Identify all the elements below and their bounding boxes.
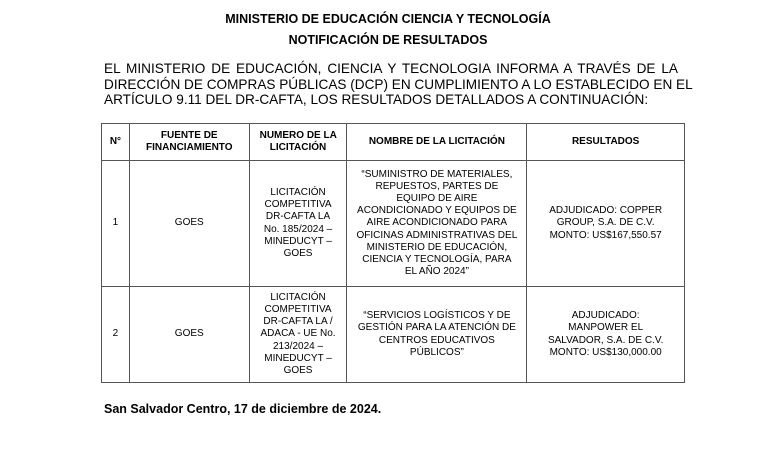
cell-numero-line: DR-CAFTA LA / — [263, 316, 333, 328]
cell-nombre-line: EQUIPO DE AIRE — [396, 192, 478, 204]
document-subtitle: NOTIFICACIÓN DE RESULTADOS — [288, 33, 488, 47]
cell-nombre-line: REPUESTOS, PARTES DE — [375, 180, 499, 192]
cell-nombre-line: “SUMINISTRO DE MATERIALES, — [361, 168, 513, 180]
cell-numero-line: LICITACIÓN — [270, 291, 326, 303]
cell-nombre-line: ACONDICIONADO Y EQUIPOS DE — [357, 205, 517, 217]
cell-resultados-line: GROUP, S.A. DE C.V. — [556, 217, 655, 229]
cell-numero-line: MINEDUCYT – — [264, 235, 332, 247]
cell-numero-line: DR-CAFTA LA — [265, 211, 331, 223]
cell-numero-line: ADACA - UE No. — [260, 328, 336, 340]
cell-resultados-line: MONTO: US$167,550.57 — [549, 229, 662, 241]
cell-nombre-line: AIRE ACONDICIONADO PARA — [366, 217, 508, 229]
cell-resultados — [527, 161, 685, 287]
cell-nombre-line: GESTIÓN PARA LA ATENCIÓN DE — [357, 322, 516, 334]
intro-line: ARTÍCULO 9.11 DEL DR-CAFTA, LOS RESULTADOS DETALLADOS A CONTINUACIÓN: — [104, 92, 649, 107]
header-fuente — [129, 124, 249, 161]
cell-nombre-line: PÚBLICOS” — [409, 346, 464, 358]
cell-nombre-line: CENTROS EDUCATIVOS — [378, 334, 495, 346]
cell-resultados-line: ADJUDICADO: — [571, 310, 640, 322]
header-fuente-line: FINANCIAMIENTO — [146, 142, 233, 153]
place-date: San Salvador Centro, 17 de diciembre de 2024. — [104, 402, 382, 416]
header-resultados: RESULTADOS — [527, 124, 685, 161]
cell-resultados — [527, 287, 685, 383]
results-table — [101, 123, 685, 383]
cell-resultados-line: ADJUDICADO: COPPER — [549, 205, 663, 217]
cell-numero-line: 213/2024 – — [273, 340, 324, 352]
cell-fuente: GOES — [129, 161, 249, 287]
table-header-row — [102, 124, 685, 161]
cell-nombre — [347, 161, 527, 287]
cell-numero-line: No. 185/2024 – — [263, 223, 333, 235]
header-numero-line: NUMERO DE LA — [259, 129, 337, 141]
cell-nombre-line: “SERVICIOS LOGÍSTICOS Y DE — [363, 310, 511, 322]
header-numero-line: LICITACIÓN — [269, 142, 327, 153]
cell-nombre-line: MINISTERIO DE EDUCACIÓN, — [366, 241, 508, 253]
cell-resultados-line: MANPOWER EL — [568, 322, 644, 334]
cell-nombre-line: EL AÑO 2024” — [404, 266, 469, 278]
intro-paragraph — [104, 61, 693, 108]
cell-numero-line: GOES — [283, 247, 313, 259]
intro-line: DIRECCIÓN DE COMPRAS PÚBLICAS (DCP) EN CUMPLIMIENTO A LO ESTABLECIDO EN EL — [104, 76, 693, 92]
table-row — [102, 287, 685, 383]
cell-nombre-line: CIENCIA Y TECNOLOGÍA, PARA — [362, 254, 512, 265]
cell-nombre-line: OFICINAS ADMINISTRATIVAS DEL — [356, 229, 518, 241]
intro-line: EL MINISTERIO DE EDUCACIÓN, CIENCIA Y TECNOLOGIA INFORMA A TRAVÉS DE LA — [104, 61, 678, 76]
cell-numero-line: GOES — [283, 365, 313, 376]
cell-numero-line: COMPETITIVA — [264, 199, 332, 211]
header-nombre: NOMBRE DE LA LICITACIÓN — [347, 124, 527, 161]
cell-numero — [249, 161, 347, 287]
cell-numero-line: COMPETITIVA — [264, 303, 332, 315]
header-fuente-line: FUENTE DE — [160, 129, 218, 141]
cell-resultados-line: SALVADOR, S.A. DE C.V. — [547, 334, 664, 346]
cell-fuente: GOES — [129, 287, 249, 383]
cell-numero — [249, 287, 347, 383]
table-row — [102, 161, 685, 287]
cell-nombre — [347, 287, 527, 383]
cell-numero-line: LICITACIÓN — [270, 186, 326, 198]
header-numero — [249, 124, 347, 161]
document-title: MINISTERIO DE EDUCACIÓN CIENCIA Y TECNOLOGÍA — [225, 12, 551, 26]
header-num: N° — [102, 124, 130, 161]
cell-num: 1 — [102, 161, 130, 287]
cell-num: 2 — [102, 287, 130, 383]
cell-numero-line: MINEDUCYT – — [264, 352, 332, 364]
cell-resultados-line: MONTO: US$130,000.00 — [549, 346, 662, 358]
